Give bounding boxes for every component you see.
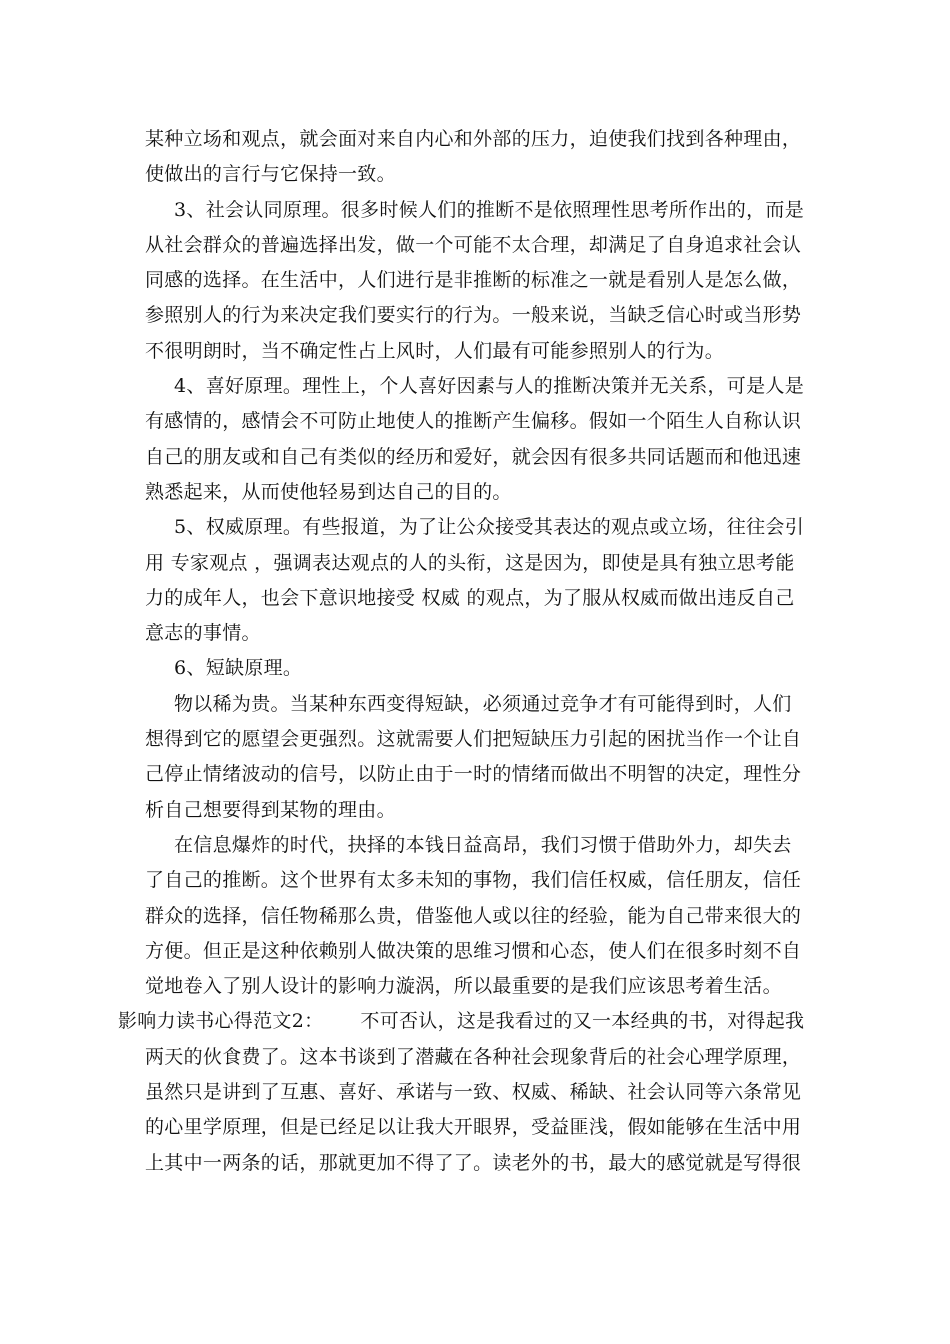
paragraph-social-proof: 3、社会认同原理。很多时候人们的推断不是依照理性思考所作出的，而是从社会群众的普遍选择出发，做一个可能不太合理，却满足了自身追求社会认同感的选择。在生活中，人们进行是非推断的标准之一就是看别人是怎么做，参照别人的行为来决定我们要实行的行为。一般来说，当缺乏信心时或当形势不很明朗时，当不确定性占上风时，人们最有可能参照别人的行为。 [145, 198, 804, 362]
section-text: 不可否认，这是我看过的又一本经典的书，对得起我两天的伙食费了。这本书谈到了潜藏在各种社会现象背后的社会心理学原理，虽然只是讲到了互惠、喜好、承诺与一致、权威、稀缺、社会认同等六条常见的心里学原理，但是已经足以让我大开眼界，受益匪浅，假如能够在生活中用上其中一两条的话，那就更加不得了了。读老外的书，最大的感觉就是写得很 [145, 1010, 805, 1174]
section-heading: 影响力读书心得范文2： [118, 1010, 324, 1033]
paragraph-conclusion: 在信息爆炸的时代，抉择的本钱日益高昂，我们习惯于借助外力，却失去了自己的推断。这个世界有太多未知的事物，我们信任权威，信任朋友，信任群众的选择，信任物稀那么贵，借鉴他人或以往的经验，能为自己带来很大的方便。但正是这种依赖别人做决策的思维习惯和心态，使人们在很多时刻不自觉地卷入了别人设计的影响力漩涡，所以最重要的是我们应该思考着生活。 [145, 833, 802, 998]
paragraph-authority: 5、权威原理。有些报道，为了让公众接受其表达的观点或立场，往往会引用 专家观点 ，强调表达观点的人的头衔，这是因为，即使是具有独立思考能力的成年人，也会下意识地接受 权威 的观点，为了服从权威而做出违反自己意志的事情。 [145, 516, 804, 645]
paragraph-liking: 4、喜好原理。理性上，个人喜好因素与人的推断决策并无关系，可是人是有感情的，感情会不可防止地使人的推断产生偏移。假如一个陌生人自称认识自己的朋友或和自己有类似的经历和爱好，就会因有很多共同话题而和他迅速熟悉起来，从而使他轻易到达自己的目的。 [145, 375, 804, 503]
section-paragraph [118, 1004, 805, 1180]
paragraph-scarcity: 物以稀为贵。当某种东西变得短缺，必须通过竞争才有可能得到时，人们想得到它的愿望会更强烈。这就需要人们把短缺压力引起的困扰当作一个让自己停止情绪波动的信号，以防止由于一时的情绪而做出不明智的决定，理性分析自己想要得到某物的理由。 [145, 692, 802, 821]
paragraph-continuation: 某种立场和观点，就会面对来自内心和外部的压力，迫使我们找到各种理由，使做出的言行与它保持一致。 [145, 128, 802, 186]
paragraph-scarcity-heading: 6、短缺原理。 [174, 657, 303, 680]
document-body [118, 122, 805, 1181]
